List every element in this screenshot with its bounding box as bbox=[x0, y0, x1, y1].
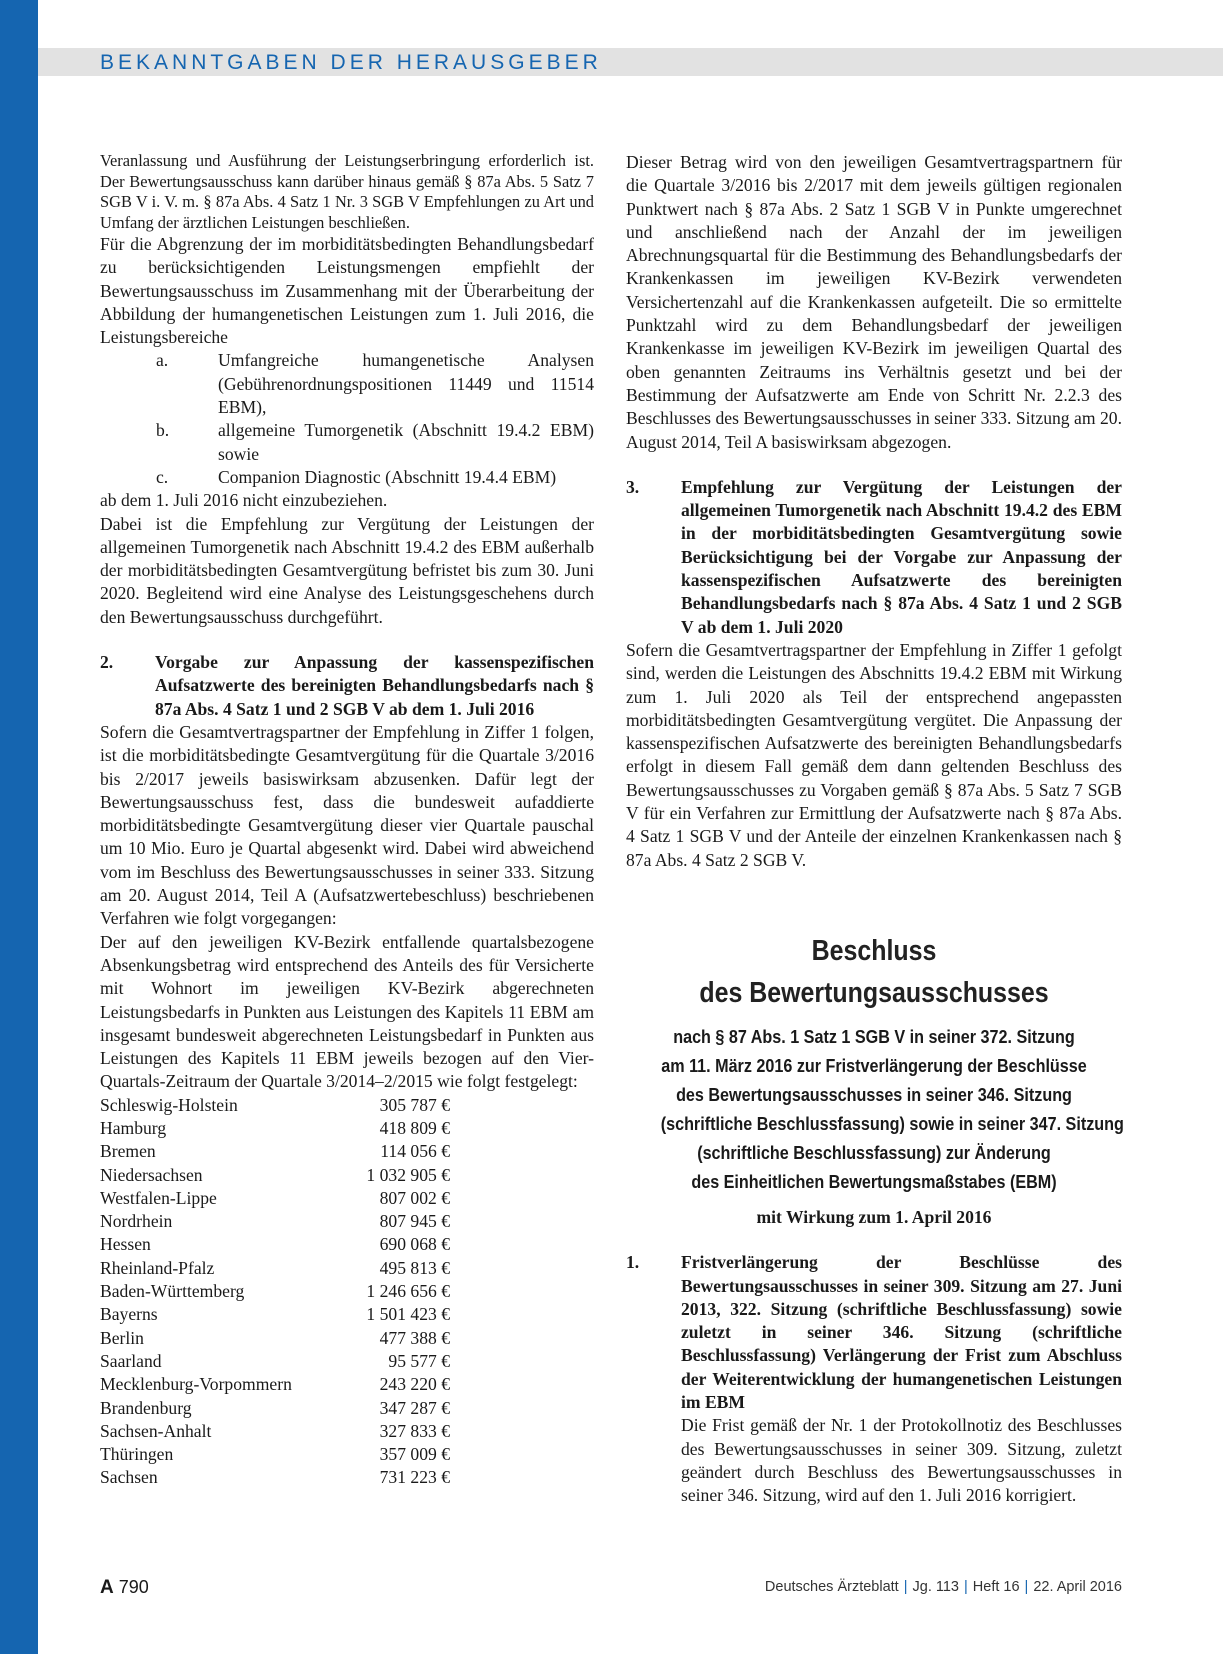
state-name: Bayerns bbox=[100, 1304, 158, 1325]
state-amount: 495 813 € bbox=[379, 1257, 450, 1278]
page-number bbox=[100, 1577, 149, 1599]
effective-date: mit Wirkung zum 1. April 2016 bbox=[756, 1206, 992, 1227]
state-amount: 1 501 423 € bbox=[366, 1304, 450, 1325]
section-heading-2 bbox=[100, 651, 594, 721]
subtitle-line: am 11. März 2016 zur Fristverlängerung der Beschlüsse bbox=[661, 1054, 1087, 1076]
state-name: Sachsen-Anhalt bbox=[100, 1420, 212, 1441]
table-row bbox=[100, 1280, 594, 1303]
heading-text: Vorgabe zur Anpassung der kassenspezifischen Aufsatzwerte des bereinigten Behandlungsbedarfs nach § 87a Abs. 4 Satz 1 und 2 SGB V ab dem 1. Juli 2016 bbox=[155, 652, 594, 719]
table-row bbox=[100, 1233, 594, 1256]
paragraph: ab dem 1. Juli 2016 nicht einzubeziehen. bbox=[100, 490, 388, 511]
state-name: Hessen bbox=[100, 1234, 151, 1255]
table-row bbox=[100, 1117, 594, 1140]
state-amount: 690 068 € bbox=[379, 1234, 450, 1255]
state-amount: 731 223 € bbox=[379, 1467, 450, 1488]
state-name: Baden-Württemberg bbox=[100, 1281, 245, 1302]
state-amount: 1 032 905 € bbox=[366, 1164, 450, 1185]
state-amount: 327 833 € bbox=[379, 1420, 450, 1441]
list-item-text: Companion Diagnostic (Abschnitt 19.4.4 EBM) bbox=[218, 466, 557, 487]
table-row bbox=[100, 1094, 594, 1117]
page-number-value: 790 bbox=[118, 1577, 149, 1597]
right-column bbox=[626, 151, 1122, 1507]
list-item bbox=[156, 419, 594, 466]
state-amount: 305 787 € bbox=[379, 1094, 450, 1115]
subtitle-line: nach § 87 Abs. 1 Satz 1 SGB V in seiner 372. Sitzung bbox=[673, 1025, 1075, 1047]
heading-number: 1. bbox=[626, 1252, 640, 1273]
state-amount: 807 002 € bbox=[379, 1187, 450, 1208]
state-name: Sachsen bbox=[100, 1467, 158, 1488]
paragraph: Sofern die Gesamtvertragspartner der Empfehlung in Ziffer 1 gefolgt sind, werden die Leistungen des Abschnitts 19.4.2 EBM mit Wirkung zum 1. Juli 2020 als Teil der entsprechend angepassten morbiditätsbedingten Gesamtvergütung vergütet. Die Anpassung der kassenspezifischen Aufsatzwerte des bereinigten Behandlungsbedarfs erfolgt in diesem Fall gemäß dem dann geltenden Beschluss des Bewertungsausschusses zu Vorgaben gemäß § 87a Abs. 5 Satz 7 SGB V für ein Verfahren zur Ermittlung der Aufsatzwerte nach § 87a Abs. 4 Satz 1 SGB V und der Anteile der einzelnen Krankenkassen nach § 87a Abs. 4 Satz 2 SGB V. bbox=[626, 639, 1122, 870]
journal-citation: Deutsches Ärzteblatt | Jg. 113 | Heft 16 | 22. April 2016 bbox=[764, 1579, 1122, 1595]
page-prefix: A bbox=[100, 1577, 114, 1598]
list-item bbox=[156, 466, 594, 489]
left-column bbox=[100, 151, 594, 1490]
state-amount: 114 056 € bbox=[380, 1141, 450, 1162]
state-name: Nordrhein bbox=[100, 1211, 173, 1232]
table-row bbox=[100, 1443, 594, 1466]
journal-date: 22. April 2016 bbox=[1033, 1579, 1122, 1595]
journal-name: Deutsches Ärzteblatt bbox=[764, 1579, 899, 1595]
state-name: Hamburg bbox=[100, 1117, 167, 1138]
table-row bbox=[100, 1257, 594, 1280]
resolution-title: des Bewertungsausschusses bbox=[699, 976, 1049, 1009]
subtitle-line: (schriftliche Beschlussfassung) sowie in seiner 347. Sitzung bbox=[660, 1112, 1124, 1134]
state-name: Brandenburg bbox=[100, 1397, 192, 1418]
list bbox=[156, 349, 594, 489]
list-item-label: b. bbox=[156, 420, 170, 441]
state-amount: 243 220 € bbox=[379, 1374, 450, 1395]
journal-issue: Heft 16 bbox=[972, 1579, 1020, 1595]
list-item-text: allgemeine Tumorgenetik (Abschnitt 19.4.2 EBM) sowie bbox=[218, 420, 594, 464]
section-heading-3 bbox=[626, 476, 1122, 639]
journal-volume: Jg. 113 bbox=[912, 1579, 959, 1595]
heading-text: Empfehlung zur Vergütung der Leistungen der allgemeinen Tumorgenetik nach Abschnitt 19.4.2 des EBM in der morbiditätsbedingten Gesamtvergütung sowie Berücksichtigung bei der Vorgabe zur Anpassung der kassenspezifischen Aufsatzwerte des bereinigten Behandlungsbedarfs nach § 87a Abs. 4 Satz 1 und 2 SGB V ab dem 1. Juli 2020 bbox=[681, 476, 1122, 637]
paragraph: Für die Abgrenzung der im morbiditätsbedingten Behandlungsbedarf zu berücksichtigenden Leistungsmengen empfiehlt der Bewertungsausschuss im Zusammenhang mit der Überarbeitung der Abbildung der humangenetischen Leistungen zum 1. Juli 2016, die Leistungsbereiche bbox=[100, 234, 594, 348]
state-name: Westfalen-Lippe bbox=[100, 1187, 217, 1208]
resolution-title-block bbox=[626, 930, 1122, 1229]
paragraph: Dabei ist die Empfehlung zur Vergütung der Leistungen der allgemeinen Tumorgenetik nach Abschnitt 19.4.2 des EBM außerhalb der morbiditätsbedingten Gesamtvergütung befristet bis zum 30. Juni 2020. Begleitend wird eine Analyse des Leistungsgeschehens durch den Bewertungsausschuss durchgeführt. bbox=[100, 513, 594, 627]
state-amount: 1 246 656 € bbox=[366, 1281, 450, 1302]
table-row bbox=[100, 1303, 594, 1326]
state-name: Niedersachsen bbox=[100, 1164, 203, 1185]
state-name: Saarland bbox=[100, 1350, 162, 1371]
table-row bbox=[100, 1420, 594, 1443]
table-row bbox=[100, 1164, 594, 1187]
state-amount: 357 009 € bbox=[379, 1444, 450, 1465]
state-name: Schleswig-Holstein bbox=[100, 1094, 238, 1115]
state-amount: 807 945 € bbox=[379, 1211, 450, 1232]
state-name: Mecklenburg-Vorpommern bbox=[100, 1374, 292, 1395]
state-amount: 347 287 € bbox=[379, 1397, 450, 1418]
subtitle-line: des Bewertungsausschusses in seiner 346. Sitzung bbox=[676, 1083, 1072, 1105]
table-row bbox=[100, 1397, 594, 1420]
state-name: Rheinland-Pfalz bbox=[100, 1257, 215, 1278]
table-row bbox=[100, 1327, 594, 1350]
section-heading-1 bbox=[626, 1251, 1122, 1414]
list-item bbox=[156, 349, 594, 419]
table-row bbox=[100, 1466, 594, 1489]
state-name: Berlin bbox=[100, 1327, 144, 1348]
section-title: BEKANNTGABEN DER HERAUSGEBER bbox=[100, 51, 602, 74]
paragraph: Sofern die Gesamtvertragspartner der Empfehlung in Ziffer 1 folgen, ist die morbiditätsbedingte Gesamtvergütung für die Quartale 3/2016 bis 2/2017 jeweils basiswirksam abzusenken. Dafür legt der Bewertungsausschuss fest, dass die bundesweit aufaddierte morbiditätsbedingte Gesamtvergütung dieser vier Quartale pauschal um 10 Mio. Euro je Quartal abgesenkt wird. Dabei wird abweichend vom im Beschluss des Bewertungsausschusses in seiner 333. Sitzung am 20. August 2014, Teil A (Aufsatzwertebeschluss) beschriebenen Verfahren wie folgt vorgegangen: bbox=[100, 721, 594, 929]
list-item-text: Umfangreiche humangenetische Analysen (Gebührenordnungspositionen 11449 und 11514 EBM), bbox=[218, 350, 594, 418]
table-row bbox=[100, 1140, 594, 1163]
state-amount: 95 577 € bbox=[388, 1350, 450, 1371]
state-amount: 477 388 € bbox=[379, 1327, 450, 1348]
paragraph: Veranlassung und Ausführung der Leistungserbringung erforderlich ist. Der Bewertungsausschuss kann darüber hinaus gemäß § 87a Abs. 5 Satz 7 SGB V i. V. m. § 87a Abs. 4 Satz 1 Nr. 3 SGB V Empfehlungen zu Art und Umfang der ärztlichen Leistungen beschließen. bbox=[100, 151, 594, 232]
indented-paragraph bbox=[626, 1414, 1122, 1507]
state-amount: 418 809 € bbox=[379, 1117, 450, 1138]
resolution-subtitle bbox=[660, 1022, 1124, 1196]
table-row bbox=[100, 1350, 594, 1373]
blue-margin-bar bbox=[0, 0, 38, 1654]
state-name: Bremen bbox=[100, 1141, 156, 1162]
state-amount-table bbox=[100, 1094, 594, 1490]
state-name: Thüringen bbox=[100, 1444, 174, 1465]
list-item-label: c. bbox=[156, 466, 169, 487]
resolution-title: Beschluss bbox=[811, 934, 937, 967]
heading-number: 2. bbox=[100, 652, 114, 673]
subtitle-line: des Einheitlichen Bewertungsmaßstabes (EBM) bbox=[691, 1170, 1057, 1192]
paragraph: Die Frist gemäß der Nr. 1 der Protokollnotiz des Beschlusses des Bewertungsausschusses in seiner 309. Sitzung, zuletzt geändert durch Beschluss des Bewertungsausschusses in seiner 346. Sitzung, wird auf den 1. Juli 2016 korrigiert. bbox=[681, 1415, 1122, 1506]
table-row bbox=[100, 1210, 594, 1233]
table-row bbox=[100, 1373, 594, 1396]
heading-text: Fristverlängerung der Beschlüsse des Bewertungsausschusses in seiner 309. Sitzung am 27. Juni 2013, 322. Sitzung (schriftliche Beschlussfassung) sowie zuletzt in seiner 346. Sitzung (schriftliche Beschlussfassung) Verlängerung der Frist zum Abschluss der Weiterentwicklung der humangenetischen Leistungen im EBM bbox=[681, 1252, 1122, 1412]
subtitle-line: (schriftliche Beschlussfassung) zur Änderung bbox=[697, 1141, 1051, 1163]
heading-number: 3. bbox=[626, 476, 640, 497]
table-row bbox=[100, 1187, 594, 1210]
paragraph: Dieser Betrag wird von den jeweiligen Gesamtvertragspartnern für die Quartale 3/2016 bis 2/2017 mit dem jeweils gültigen regionalen Punktwert nach § 87a Abs. 2 Satz 1 SGB V in Punkte umgerechnet und anschließend nach der Anzahl der im jeweiligen Abrechnungsquartal für die Bestimmung des Behandlungsbedarfs der Krankenkassen im jeweiligen KV-Bezirk verwendeten Versichertenzahl auf die Krankenkassen aufgeteilt. Die so ermittelte Punktzahl wird zu dem Behandlungsbedarf der jeweiligen Krankenkasse im jeweiligen KV-Bezirk im jeweiligen Quartal des oben genannten Zeitraums ins Verhältnis gesetzt und bei der Bestimmung der Aufsatzwerte am Ende von Schritt Nr. 2.2.3 des Beschlusses des Bewertungsausschusses in seiner 333. Sitzung am 20. August 2014, Teil A basiswirksam abgezogen. bbox=[626, 152, 1122, 452]
list-item-label: a. bbox=[156, 350, 169, 371]
paragraph: Der auf den jeweiligen KV-Bezirk entfallende quartalsbezogene Absenkungsbetrag wird entsprechend des Anteils des für Versicherte mit Wohnort im jeweiligen KV-Bezirk abgerechneten Leistungsbedarfs in Punkten aus Leistungen des Kapitels 11 EBM am insgesamt bundesweit abgerechneten Leistungsbedarf in Punkten aus Leistungen des Kapitels 11 EBM jeweils bezogen auf den Vier-Quartals-Zeitraum der Quartale 3/2014–2/2015 wie folgt festgelegt: bbox=[100, 931, 594, 1092]
